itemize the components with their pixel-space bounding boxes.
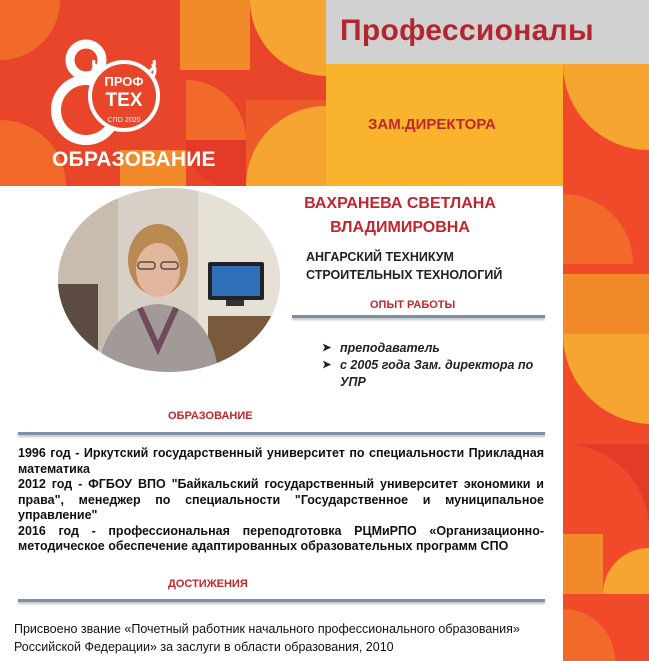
- education-divider: [18, 432, 545, 435]
- arrow-bullet-icon: ➤: [322, 359, 332, 371]
- logo-emblem: [44, 38, 184, 148]
- position-title: ЗАМ.ДИРЕКТОРА: [368, 116, 496, 133]
- education-entry: 2016 год - профессиональная переподготовка РЦМиРПО «Организационно-методическое обеспечение адаптированных образовательных программ СПО: [18, 523, 544, 553]
- experience-list: [322, 340, 552, 391]
- side-pattern: [563, 64, 649, 661]
- organization-line-2: СТРОИТЕЛЬНЫХ ТЕХНОЛОГИЙ: [306, 268, 503, 282]
- experience-item-text: с 2005 года Зам. директора по УПР: [340, 358, 534, 389]
- logo-line1: ПРОФ: [104, 74, 144, 89]
- experience-divider: [292, 315, 545, 318]
- arrow-bullet-icon: ➤: [322, 342, 332, 354]
- experience-label: ОПЫТ РАБОТЫ: [370, 299, 456, 311]
- education-label: ОБРАЗОВАНИЕ: [168, 410, 253, 422]
- logo-wordmark: ОБРАЗОВАНИЕ: [52, 148, 216, 171]
- education-entry: 1996 год - Иркутский государственный университет по специальности Прикладная математика: [18, 446, 544, 476]
- profile-photo: [58, 188, 280, 372]
- experience-item: [322, 340, 552, 357]
- logo-line3: СПО 2020: [107, 117, 141, 124]
- achievements-text: Присвоено звание «Почетный работник начального профессионального образования» Российской Федерации» за заслуги в области образования, 2010: [14, 622, 520, 654]
- education-details: [18, 446, 544, 555]
- achievements-divider: [18, 599, 545, 602]
- portrait-illustration: [58, 188, 280, 372]
- education-entry: 2012 год - ФГБОУ ВПО "Байкальский государственный университет экономики и права", менеджер по специальности "Государственное и муниципальное управление": [18, 477, 544, 522]
- page-title: Профессионалы: [340, 14, 594, 47]
- achievements-label: ДОСТИЖЕНИЯ: [168, 578, 248, 590]
- experience-item-text: преподаватель: [340, 341, 440, 355]
- organization-name: [306, 248, 502, 284]
- side-decor-strip: [563, 64, 649, 661]
- logo-line2: ТЕХ: [105, 90, 143, 111]
- person-name: ВАХРАНЕВА СВЕТЛАНА ВЛАДИМИРОВНА: [304, 195, 496, 236]
- organization-line-1: АНГАРСКИЙ ТЕХНИКУМ: [306, 250, 454, 264]
- experience-item: [322, 357, 552, 391]
